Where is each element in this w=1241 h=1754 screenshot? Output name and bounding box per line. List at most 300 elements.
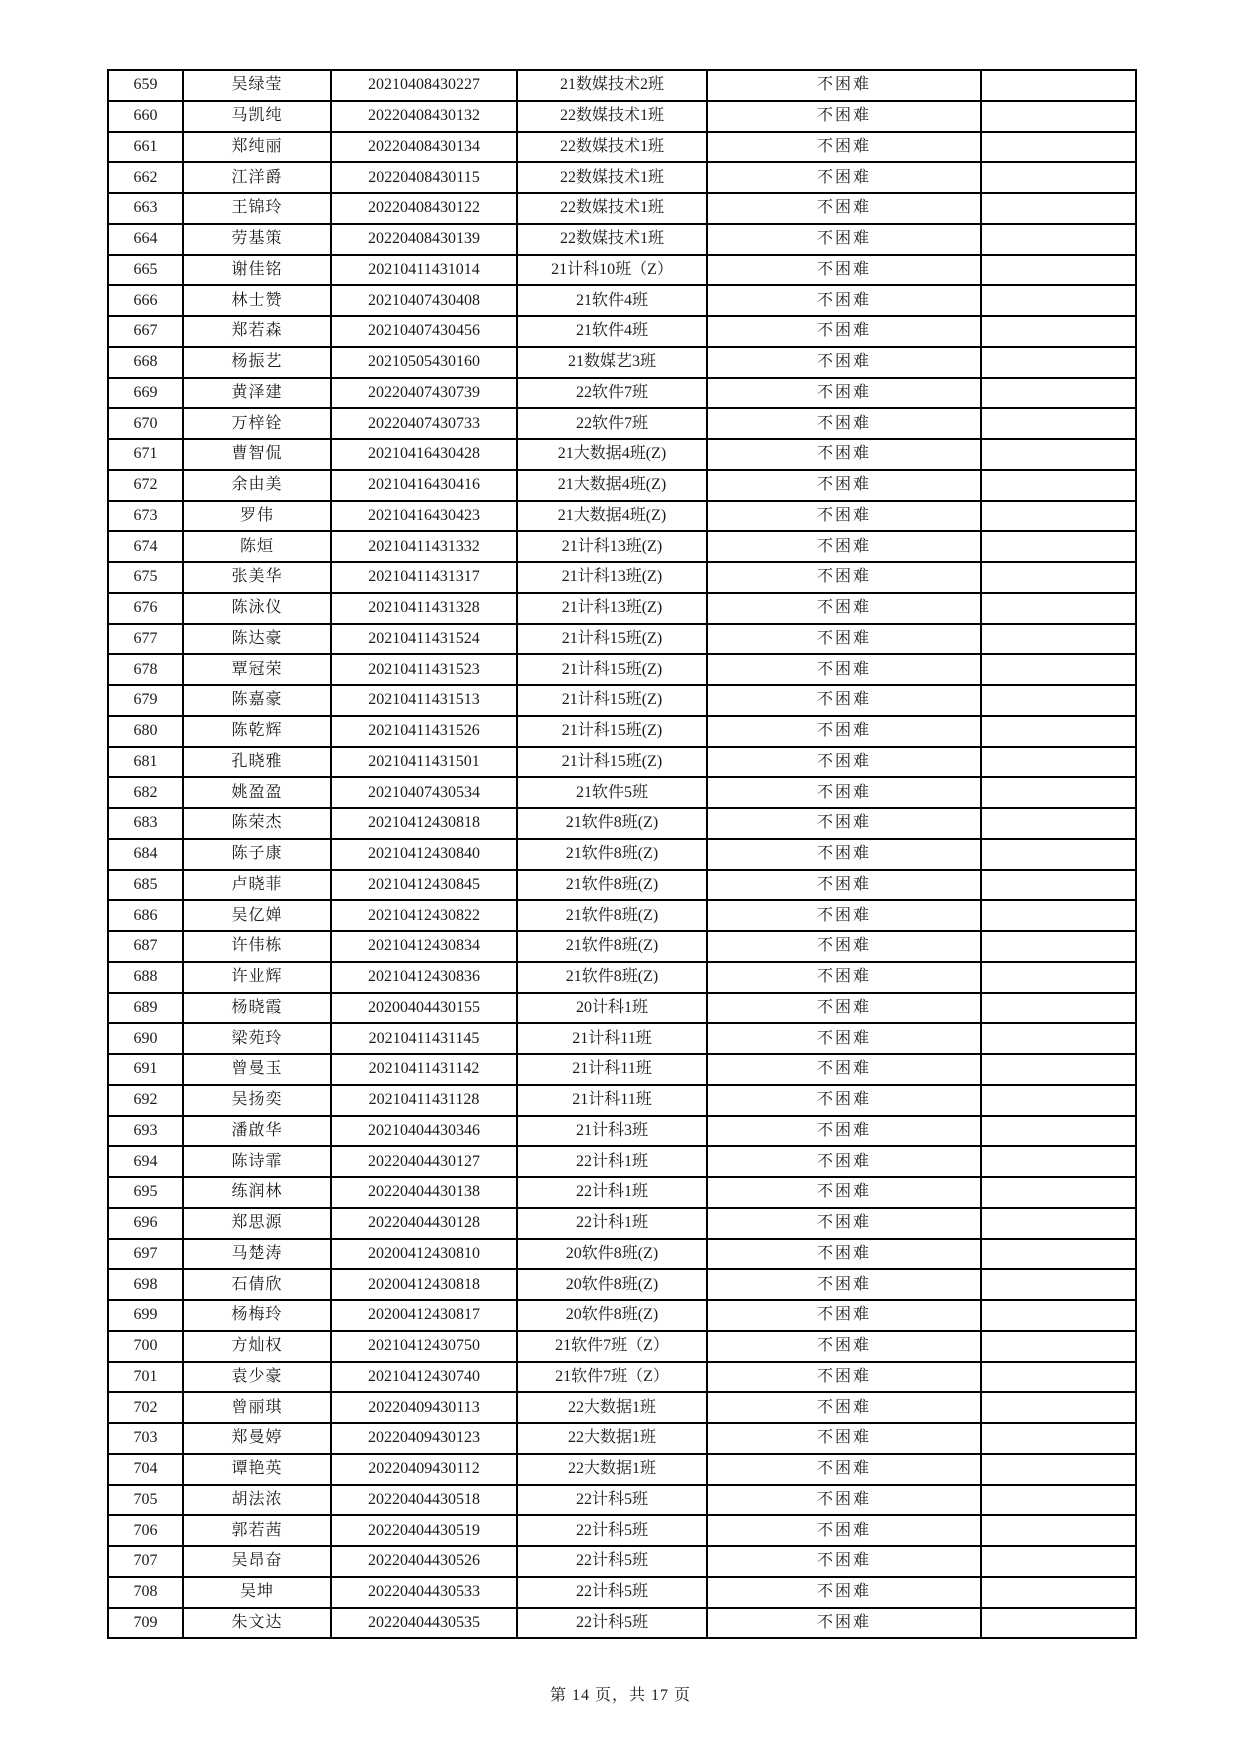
cell-row-number: 704	[108, 1454, 183, 1485]
cell-student-id: 20200412430810	[331, 1239, 517, 1270]
cell-student-id: 20220408430132	[331, 101, 517, 132]
cell-empty-note	[981, 224, 1136, 255]
cell-row-number: 671	[108, 439, 183, 470]
cell-row-number: 674	[108, 531, 183, 562]
cell-student-id: 20210411431332	[331, 531, 517, 562]
cell-student-name: 马楚涛	[183, 1239, 331, 1270]
cell-difficulty-status: 不困难	[707, 716, 981, 747]
cell-class-name: 21软件8班(Z)	[517, 900, 707, 931]
cell-student-name: 王锦玲	[183, 193, 331, 224]
cell-empty-note	[981, 808, 1136, 839]
cell-student-name: 姚盈盈	[183, 777, 331, 808]
table-row	[108, 716, 1136, 747]
table-row	[108, 1208, 1136, 1239]
cell-student-id: 20210412430740	[331, 1362, 517, 1393]
cell-student-id: 20220404430127	[331, 1146, 517, 1177]
cell-student-id: 20210411431317	[331, 562, 517, 593]
cell-student-name: 郑若森	[183, 316, 331, 347]
cell-class-name: 21软件8班(Z)	[517, 870, 707, 901]
cell-student-name: 黄泽建	[183, 378, 331, 409]
cell-student-name: 郑思源	[183, 1208, 331, 1239]
cell-empty-note	[981, 439, 1136, 470]
cell-difficulty-status: 不困难	[707, 1608, 981, 1639]
cell-row-number: 707	[108, 1546, 183, 1577]
cell-class-name: 21计科15班(Z)	[517, 624, 707, 655]
cell-student-name: 陈荣杰	[183, 808, 331, 839]
cell-class-name: 22软件7班	[517, 378, 707, 409]
cell-class-name: 21软件4班	[517, 316, 707, 347]
table-row	[108, 624, 1136, 655]
cell-difficulty-status: 不困难	[707, 685, 981, 716]
cell-difficulty-status: 不困难	[707, 1546, 981, 1577]
cell-empty-note	[981, 70, 1136, 101]
cell-row-number: 682	[108, 777, 183, 808]
cell-difficulty-status: 不困难	[707, 1331, 981, 1362]
cell-student-name: 吴绿莹	[183, 70, 331, 101]
table-row	[108, 685, 1136, 716]
table-row	[108, 1546, 1136, 1577]
cell-class-name: 22计科5班	[517, 1608, 707, 1639]
cell-empty-note	[981, 1515, 1136, 1546]
cell-student-id: 20210411431128	[331, 1085, 517, 1116]
cell-empty-note	[981, 378, 1136, 409]
cell-student-name: 练润林	[183, 1177, 331, 1208]
cell-row-number: 679	[108, 685, 183, 716]
cell-student-name: 潘啟华	[183, 1116, 331, 1147]
cell-student-name: 朱文达	[183, 1608, 331, 1639]
cell-row-number: 680	[108, 716, 183, 747]
cell-class-name: 22数媒技术1班	[517, 101, 707, 132]
cell-class-name: 21软件7班（Z）	[517, 1331, 707, 1362]
cell-student-name: 郭若茜	[183, 1515, 331, 1546]
cell-student-id: 20210407430456	[331, 316, 517, 347]
table-row	[108, 900, 1136, 931]
cell-difficulty-status: 不困难	[707, 993, 981, 1024]
cell-class-name: 21软件8班(Z)	[517, 962, 707, 993]
cell-student-name: 张美华	[183, 562, 331, 593]
cell-difficulty-status: 不困难	[707, 1362, 981, 1393]
cell-row-number: 693	[108, 1116, 183, 1147]
cell-difficulty-status: 不困难	[707, 1054, 981, 1085]
cell-difficulty-status: 不困难	[707, 1485, 981, 1516]
cell-student-id: 20220404430518	[331, 1485, 517, 1516]
cell-difficulty-status: 不困难	[707, 255, 981, 286]
cell-empty-note	[981, 132, 1136, 163]
cell-difficulty-status: 不困难	[707, 408, 981, 439]
cell-difficulty-status: 不困难	[707, 1392, 981, 1423]
cell-student-id: 20220408430134	[331, 132, 517, 163]
cell-difficulty-status: 不困难	[707, 1146, 981, 1177]
cell-student-name: 吴坤	[183, 1577, 331, 1608]
cell-student-name: 许伟栋	[183, 931, 331, 962]
cell-student-name: 马凯纯	[183, 101, 331, 132]
cell-empty-note	[981, 593, 1136, 624]
cell-empty-note	[981, 624, 1136, 655]
table-row	[108, 439, 1136, 470]
cell-difficulty-status: 不困难	[707, 316, 981, 347]
cell-student-name: 陈泳仪	[183, 593, 331, 624]
cell-student-name: 许业辉	[183, 962, 331, 993]
cell-class-name: 22计科1班	[517, 1177, 707, 1208]
cell-student-id: 20210412430840	[331, 839, 517, 870]
cell-student-name: 梁苑玲	[183, 1023, 331, 1054]
cell-student-id: 20220408430139	[331, 224, 517, 255]
cell-empty-note	[981, 255, 1136, 286]
cell-empty-note	[981, 1208, 1136, 1239]
cell-row-number: 689	[108, 993, 183, 1024]
cell-row-number: 672	[108, 470, 183, 501]
table-row	[108, 1116, 1136, 1147]
cell-empty-note	[981, 193, 1136, 224]
cell-row-number: 691	[108, 1054, 183, 1085]
cell-row-number: 660	[108, 101, 183, 132]
cell-difficulty-status: 不困难	[707, 1023, 981, 1054]
cell-empty-note	[981, 1546, 1136, 1577]
cell-row-number: 696	[108, 1208, 183, 1239]
cell-student-id: 20210411431014	[331, 255, 517, 286]
cell-student-id: 20220404430535	[331, 1608, 517, 1639]
table-row	[108, 1269, 1136, 1300]
cell-class-name: 20软件8班(Z)	[517, 1300, 707, 1331]
cell-row-number: 673	[108, 501, 183, 532]
cell-difficulty-status: 不困难	[707, 1116, 981, 1147]
cell-student-id: 20210416430416	[331, 470, 517, 501]
cell-class-name: 21大数据4班(Z)	[517, 439, 707, 470]
cell-row-number: 686	[108, 900, 183, 931]
cell-empty-note	[981, 470, 1136, 501]
cell-student-id: 20210411431142	[331, 1054, 517, 1085]
cell-difficulty-status: 不困难	[707, 1239, 981, 1270]
cell-empty-note	[981, 562, 1136, 593]
cell-student-name: 杨晓霞	[183, 993, 331, 1024]
cell-class-name: 22计科1班	[517, 1146, 707, 1177]
cell-student-name: 陈烜	[183, 531, 331, 562]
cell-empty-note	[981, 654, 1136, 685]
cell-row-number: 661	[108, 132, 183, 163]
cell-row-number: 697	[108, 1239, 183, 1270]
cell-empty-note	[981, 1392, 1136, 1423]
cell-difficulty-status: 不困难	[707, 1300, 981, 1331]
cell-difficulty-status: 不困难	[707, 1208, 981, 1239]
table-row	[108, 1454, 1136, 1485]
cell-empty-note	[981, 162, 1136, 193]
cell-student-name: 万梓铨	[183, 408, 331, 439]
cell-empty-note	[981, 101, 1136, 132]
cell-row-number: 664	[108, 224, 183, 255]
cell-empty-note	[981, 1362, 1136, 1393]
cell-empty-note	[981, 962, 1136, 993]
cell-class-name: 22数媒技术1班	[517, 132, 707, 163]
table-row	[108, 378, 1136, 409]
cell-student-name: 袁少豪	[183, 1362, 331, 1393]
cell-empty-note	[981, 285, 1136, 316]
cell-class-name: 21计科13班(Z)	[517, 562, 707, 593]
cell-class-name: 21大数据4班(Z)	[517, 470, 707, 501]
cell-row-number: 685	[108, 870, 183, 901]
cell-difficulty-status: 不困难	[707, 777, 981, 808]
cell-student-id: 20210404430346	[331, 1116, 517, 1147]
cell-difficulty-status: 不困难	[707, 378, 981, 409]
table-row	[108, 962, 1136, 993]
cell-class-name: 21计科11班	[517, 1085, 707, 1116]
cell-difficulty-status: 不困难	[707, 562, 981, 593]
cell-row-number: 695	[108, 1177, 183, 1208]
table-row	[108, 408, 1136, 439]
cell-empty-note	[981, 777, 1136, 808]
table-row	[108, 808, 1136, 839]
cell-student-id: 20220407430733	[331, 408, 517, 439]
cell-empty-note	[981, 900, 1136, 931]
cell-class-name: 21计科15班(Z)	[517, 716, 707, 747]
cell-student-id: 20220409430123	[331, 1423, 517, 1454]
cell-empty-note	[981, 1331, 1136, 1362]
table-row	[108, 1515, 1136, 1546]
cell-student-id: 20210411431513	[331, 685, 517, 716]
cell-student-id: 20210416430428	[331, 439, 517, 470]
cell-student-id: 20220404430533	[331, 1577, 517, 1608]
cell-class-name: 21计科11班	[517, 1023, 707, 1054]
cell-class-name: 22大数据1班	[517, 1392, 707, 1423]
cell-student-id: 20210412430836	[331, 962, 517, 993]
cell-student-id: 20210505430160	[331, 347, 517, 378]
cell-class-name: 21大数据4班(Z)	[517, 501, 707, 532]
cell-class-name: 21计科11班	[517, 1054, 707, 1085]
cell-student-name: 郑曼婷	[183, 1423, 331, 1454]
cell-student-name: 杨振艺	[183, 347, 331, 378]
table-row	[108, 347, 1136, 378]
cell-student-name: 孔晓雅	[183, 747, 331, 778]
cell-row-number: 703	[108, 1423, 183, 1454]
cell-student-name: 劳基策	[183, 224, 331, 255]
cell-empty-note	[981, 716, 1136, 747]
table-row	[108, 255, 1136, 286]
cell-difficulty-status: 不困难	[707, 931, 981, 962]
cell-class-name: 21计科15班(Z)	[517, 747, 707, 778]
cell-difficulty-status: 不困难	[707, 654, 981, 685]
cell-student-id: 20220404430519	[331, 1515, 517, 1546]
cell-class-name: 22计科1班	[517, 1208, 707, 1239]
cell-empty-note	[981, 1423, 1136, 1454]
cell-row-number: 677	[108, 624, 183, 655]
cell-student-name: 胡法浓	[183, 1485, 331, 1516]
cell-row-number: 670	[108, 408, 183, 439]
cell-class-name: 22大数据1班	[517, 1423, 707, 1454]
table-row	[108, 747, 1136, 778]
table-row	[108, 839, 1136, 870]
table-row	[108, 1023, 1136, 1054]
cell-difficulty-status: 不困难	[707, 70, 981, 101]
cell-student-id: 20220408430115	[331, 162, 517, 193]
cell-student-name: 陈子康	[183, 839, 331, 870]
cell-student-name: 曹智侃	[183, 439, 331, 470]
cell-row-number: 675	[108, 562, 183, 593]
cell-student-name: 石倩欣	[183, 1269, 331, 1300]
cell-difficulty-status: 不困难	[707, 808, 981, 839]
cell-row-number: 709	[108, 1608, 183, 1639]
cell-student-id: 20210411431524	[331, 624, 517, 655]
cell-empty-note	[981, 531, 1136, 562]
cell-student-name: 谭艳英	[183, 1454, 331, 1485]
cell-difficulty-status: 不困难	[707, 1515, 981, 1546]
cell-class-name: 21计科3班	[517, 1116, 707, 1147]
cell-class-name: 22大数据1班	[517, 1454, 707, 1485]
cell-row-number: 668	[108, 347, 183, 378]
cell-empty-note	[981, 1300, 1136, 1331]
cell-student-id: 20210411431328	[331, 593, 517, 624]
cell-difficulty-status: 不困难	[707, 624, 981, 655]
cell-student-id: 20220409430113	[331, 1392, 517, 1423]
cell-row-number: 665	[108, 255, 183, 286]
cell-difficulty-status: 不困难	[707, 347, 981, 378]
cell-student-id: 20220404430526	[331, 1546, 517, 1577]
cell-difficulty-status: 不困难	[707, 900, 981, 931]
cell-empty-note	[981, 1054, 1136, 1085]
cell-difficulty-status: 不困难	[707, 593, 981, 624]
cell-class-name: 21计科10班（Z）	[517, 255, 707, 286]
table-row	[108, 285, 1136, 316]
table-row	[108, 501, 1136, 532]
cell-row-number: 662	[108, 162, 183, 193]
cell-difficulty-status: 不困难	[707, 285, 981, 316]
cell-class-name: 21计科13班(Z)	[517, 531, 707, 562]
table-row	[108, 70, 1136, 101]
cell-row-number: 690	[108, 1023, 183, 1054]
cell-difficulty-status: 不困难	[707, 747, 981, 778]
cell-student-id: 20210407430534	[331, 777, 517, 808]
cell-class-name: 21数媒艺3班	[517, 347, 707, 378]
cell-difficulty-status: 不困难	[707, 1269, 981, 1300]
cell-class-name: 22数媒技术1班	[517, 162, 707, 193]
cell-empty-note	[981, 747, 1136, 778]
cell-empty-note	[981, 347, 1136, 378]
cell-empty-note	[981, 1239, 1136, 1270]
cell-difficulty-status: 不困难	[707, 501, 981, 532]
cell-empty-note	[981, 1485, 1136, 1516]
cell-student-id: 20210411431526	[331, 716, 517, 747]
cell-empty-note	[981, 1023, 1136, 1054]
cell-empty-note	[981, 870, 1136, 901]
table-row	[108, 101, 1136, 132]
table-row	[108, 1146, 1136, 1177]
cell-row-number: 678	[108, 654, 183, 685]
cell-student-id: 20210412430834	[331, 931, 517, 962]
cell-student-id: 20210408430227	[331, 70, 517, 101]
table-row	[108, 870, 1136, 901]
cell-student-id: 20210411431523	[331, 654, 517, 685]
table-row	[108, 1300, 1136, 1331]
table-row	[108, 531, 1136, 562]
cell-student-name: 曾丽琪	[183, 1392, 331, 1423]
student-roster-table	[107, 69, 1137, 1639]
cell-student-name: 陈乾辉	[183, 716, 331, 747]
cell-student-id: 20220407430739	[331, 378, 517, 409]
cell-class-name: 22数媒技术1班	[517, 193, 707, 224]
cell-class-name: 21软件8班(Z)	[517, 931, 707, 962]
page-number-footer: 第 14 页，共 17 页	[549, 1687, 691, 1704]
cell-empty-note	[981, 993, 1136, 1024]
cell-class-name: 22软件7班	[517, 408, 707, 439]
cell-difficulty-status: 不困难	[707, 1177, 981, 1208]
cell-empty-note	[981, 1577, 1136, 1608]
cell-difficulty-status: 不困难	[707, 470, 981, 501]
cell-empty-note	[981, 1177, 1136, 1208]
table-row	[108, 1085, 1136, 1116]
cell-empty-note	[981, 1269, 1136, 1300]
cell-student-id: 20210411431145	[331, 1023, 517, 1054]
cell-row-number: 666	[108, 285, 183, 316]
cell-difficulty-status: 不困难	[707, 1454, 981, 1485]
cell-difficulty-status: 不困难	[707, 1423, 981, 1454]
cell-class-name: 21软件8班(Z)	[517, 839, 707, 870]
cell-difficulty-status: 不困难	[707, 962, 981, 993]
cell-row-number: 667	[108, 316, 183, 347]
cell-row-number: 669	[108, 378, 183, 409]
cell-row-number: 683	[108, 808, 183, 839]
table-row	[108, 1331, 1136, 1362]
cell-student-name: 陈诗霏	[183, 1146, 331, 1177]
cell-student-name: 江洋爵	[183, 162, 331, 193]
cell-class-name: 21软件7班（Z）	[517, 1362, 707, 1393]
cell-difficulty-status: 不困难	[707, 162, 981, 193]
table-row	[108, 993, 1136, 1024]
cell-row-number: 702	[108, 1392, 183, 1423]
cell-student-id: 20210412430750	[331, 1331, 517, 1362]
table-row	[108, 1054, 1136, 1085]
cell-class-name: 21软件4班	[517, 285, 707, 316]
cell-empty-note	[981, 839, 1136, 870]
cell-student-id: 20210411431501	[331, 747, 517, 778]
cell-row-number: 663	[108, 193, 183, 224]
cell-class-name: 21数媒技术2班	[517, 70, 707, 101]
table-row	[108, 1577, 1136, 1608]
cell-row-number: 659	[108, 70, 183, 101]
cell-difficulty-status: 不困难	[707, 531, 981, 562]
cell-empty-note	[981, 931, 1136, 962]
cell-class-name: 21计科13班(Z)	[517, 593, 707, 624]
cell-empty-note	[981, 685, 1136, 716]
cell-empty-note	[981, 1608, 1136, 1639]
table-row	[108, 593, 1136, 624]
cell-empty-note	[981, 1085, 1136, 1116]
cell-difficulty-status: 不困难	[707, 1085, 981, 1116]
cell-student-name: 方灿权	[183, 1331, 331, 1362]
table-row	[108, 1362, 1136, 1393]
cell-student-id: 20220404430128	[331, 1208, 517, 1239]
cell-row-number: 692	[108, 1085, 183, 1116]
cell-class-name: 22数媒技术1班	[517, 224, 707, 255]
cell-row-number: 700	[108, 1331, 183, 1362]
table-row	[108, 132, 1136, 163]
cell-class-name: 20计科1班	[517, 993, 707, 1024]
table-row	[108, 1239, 1136, 1270]
cell-student-name: 陈达豪	[183, 624, 331, 655]
table-row	[108, 654, 1136, 685]
cell-row-number: 699	[108, 1300, 183, 1331]
table-row	[108, 931, 1136, 962]
cell-class-name: 20软件8班(Z)	[517, 1239, 707, 1270]
cell-row-number: 706	[108, 1515, 183, 1546]
table-row	[108, 470, 1136, 501]
table-row	[108, 1423, 1136, 1454]
cell-student-id: 20220404430138	[331, 1177, 517, 1208]
cell-class-name: 21计科15班(Z)	[517, 654, 707, 685]
cell-student-name: 吴昂奋	[183, 1546, 331, 1577]
cell-class-name: 21软件5班	[517, 777, 707, 808]
cell-student-id: 20210412430822	[331, 900, 517, 931]
table-row	[108, 316, 1136, 347]
table-row	[108, 162, 1136, 193]
cell-student-id: 20210412430818	[331, 808, 517, 839]
